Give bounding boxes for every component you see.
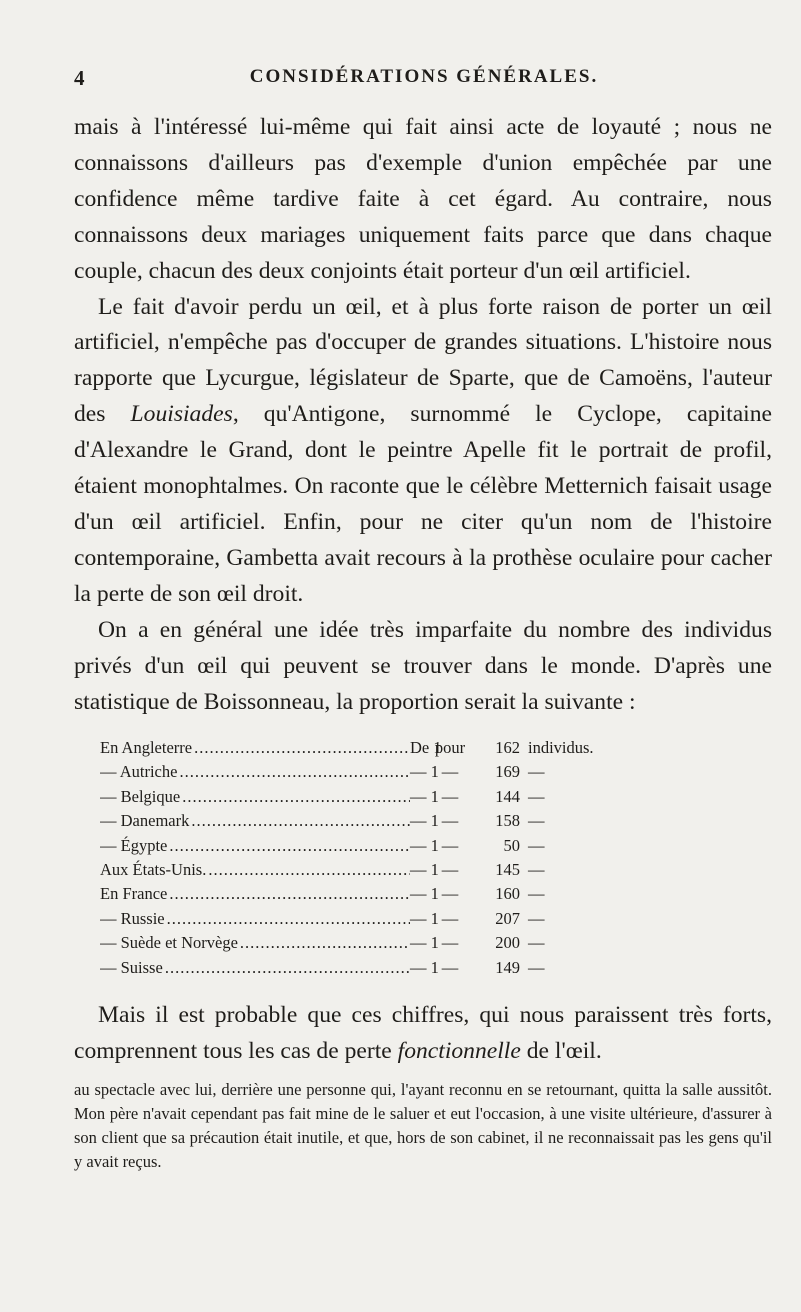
stat-row bbox=[100, 760, 760, 784]
stat-country bbox=[100, 785, 410, 809]
stat-pour: — bbox=[441, 884, 459, 904]
stat-ratio: — 1 bbox=[410, 786, 439, 806]
stat-unit: — bbox=[528, 835, 545, 855]
stat-pour: — bbox=[441, 835, 459, 855]
stat-number: 145 bbox=[495, 859, 520, 879]
stat-country bbox=[100, 858, 410, 882]
stat-unit: — bbox=[528, 786, 545, 806]
stat-country-label: Aux États-Unis. bbox=[100, 858, 208, 882]
stat-country bbox=[100, 956, 410, 980]
stat-number: 200 bbox=[495, 933, 520, 953]
stat-unit: individus. bbox=[528, 738, 594, 757]
stat-row bbox=[100, 956, 760, 980]
stat-country bbox=[100, 931, 410, 955]
stat-row bbox=[100, 907, 760, 931]
stat-country bbox=[100, 809, 410, 833]
stat-unit: — bbox=[528, 859, 545, 879]
stat-ratio: — 1 bbox=[410, 835, 439, 855]
stat-country bbox=[100, 760, 410, 784]
stat-number: 169 bbox=[495, 762, 520, 782]
footnote: au spectacle avec lui, derrière une personne qui, l'ayant reconnu en se retournant, quitta la salle aussitôt. Mon père n'avait cependant pas fait mine de le saluer et eut l'occasion, à une visite ultérieure, d'assurer à son client que sa précaution était inutile, et que, hors de son cabinet, il ne reconnaissait pas les gens qu'il y avait reçus. bbox=[74, 1080, 772, 1171]
louisiades-title: Louisiades bbox=[130, 401, 233, 428]
page-number: 4 bbox=[74, 66, 85, 90]
stat-row bbox=[100, 882, 760, 906]
stat-number: 149 bbox=[495, 957, 520, 977]
stat-country-label: En Angleterre bbox=[100, 736, 194, 760]
stat-row bbox=[100, 858, 760, 882]
paragraph-3: On a en général une idée très imparfaite du nombre des individus privés d'un œil qui peuvent se trouver dans le monde. D'après une statistique de Boissonneau, la proportion serait la suivante : bbox=[74, 616, 772, 715]
stat-ratio: De 1 bbox=[410, 738, 442, 757]
stat-unit: — bbox=[528, 762, 545, 782]
stat-ratio: — 1 bbox=[410, 884, 439, 904]
stat-unit: — bbox=[528, 811, 545, 831]
stat-row bbox=[100, 785, 760, 809]
stat-pour: — bbox=[441, 786, 459, 806]
stat-ratio: — 1 bbox=[410, 762, 439, 782]
fonctionnelle-word: fonctionnelle bbox=[397, 1037, 521, 1064]
stat-unit: — bbox=[528, 908, 545, 928]
stat-row bbox=[100, 809, 760, 833]
paragraph-2-part-1: Le fait d'avoir perdu un œil, et à plus forte raison de porter un œil artificiel, n'empêche pas d'occuper de grandes situations. L'histoire nous rapporte que Lycurgue, législateur de Sparte, que de Camoëns, l'auteur des bbox=[74, 293, 772, 428]
stat-ratio: — 1 bbox=[410, 957, 439, 977]
stat-pour: — bbox=[441, 908, 459, 928]
stat-number: 162 bbox=[495, 738, 520, 757]
stat-ratio: — 1 bbox=[410, 908, 439, 928]
stat-number: 160 bbox=[495, 884, 520, 904]
conclusion-part-2: de l'œil. bbox=[520, 1037, 602, 1064]
stat-country-label: — Russie bbox=[100, 907, 167, 931]
stat-pour: — bbox=[441, 933, 459, 953]
stat-country-label: — Danemark bbox=[100, 809, 191, 833]
body-text bbox=[74, 110, 772, 720]
stat-row bbox=[100, 736, 760, 760]
stat-pour: — bbox=[441, 762, 459, 782]
stat-country bbox=[100, 882, 410, 906]
page-header bbox=[74, 66, 774, 96]
stat-country-label: — Égypte bbox=[100, 834, 169, 858]
stat-row bbox=[100, 834, 760, 858]
conclusion-text bbox=[74, 998, 772, 1070]
stat-country bbox=[100, 736, 410, 760]
stat-country-label: En France bbox=[100, 882, 169, 906]
statistics-table bbox=[100, 736, 760, 980]
stat-number: 158 bbox=[495, 811, 520, 831]
paragraph-2 bbox=[74, 290, 772, 613]
paragraph-1: mais à l'intéressé lui-même qui fait ainsi acte de loyauté ; nous ne connaissons d'ailleurs pas d'exemple d'union empêchée par une confidence même tardive faite à cet égard. Au contraire, nous connaissons deux mariages uniquement faits parce que dans chaque couple, chacun des deux conjoints était porteur d'un œil artificiel. bbox=[74, 114, 772, 284]
stat-country-label: — Suède et Norvège bbox=[100, 931, 240, 955]
stat-pour: pour bbox=[434, 738, 466, 757]
stat-country-label: — Autriche bbox=[100, 760, 179, 784]
stat-unit: — bbox=[528, 933, 545, 953]
stat-ratio: — 1 bbox=[410, 933, 439, 953]
running-title: CONSIDÉRATIONS GÉNÉRALES. bbox=[249, 66, 599, 87]
stat-pour: — bbox=[441, 811, 459, 831]
stat-pour: — bbox=[441, 957, 459, 977]
stat-country bbox=[100, 834, 410, 858]
stat-number: 144 bbox=[495, 786, 520, 806]
stat-country bbox=[100, 907, 410, 931]
stat-ratio: — 1 bbox=[410, 811, 439, 831]
stat-unit: — bbox=[528, 884, 545, 904]
stat-country-label: — Belgique bbox=[100, 785, 182, 809]
stat-number: 50 bbox=[503, 835, 520, 855]
stat-unit: — bbox=[528, 957, 545, 977]
paragraph-2-part-2: , qu'Antigone, surnommé le Cyclope, capitaine d'Alexandre le Grand, dont le peintre Apelle fit le portrait de profil, étaient monophtalmes. On raconte que le célèbre Metternich faisait usage d'un œil artificiel. Enfin, pour ne citer qu'un nom de l'histoire contemporaine, Gambetta avait recours à la prothèse oculaire pour cacher la perte de son œil droit. bbox=[74, 401, 772, 607]
stat-row bbox=[100, 931, 760, 955]
stat-pour: — bbox=[441, 859, 459, 879]
stat-country-label: — Suisse bbox=[100, 956, 165, 980]
stat-ratio: — 1 bbox=[410, 859, 439, 879]
conclusion-paragraph bbox=[74, 998, 772, 1070]
conclusion-part-1: Mais il est probable que ces chiffres, qui nous paraissent très forts, comprennent tous les cas de perte bbox=[74, 1002, 772, 1064]
stat-number: 207 bbox=[495, 908, 520, 928]
